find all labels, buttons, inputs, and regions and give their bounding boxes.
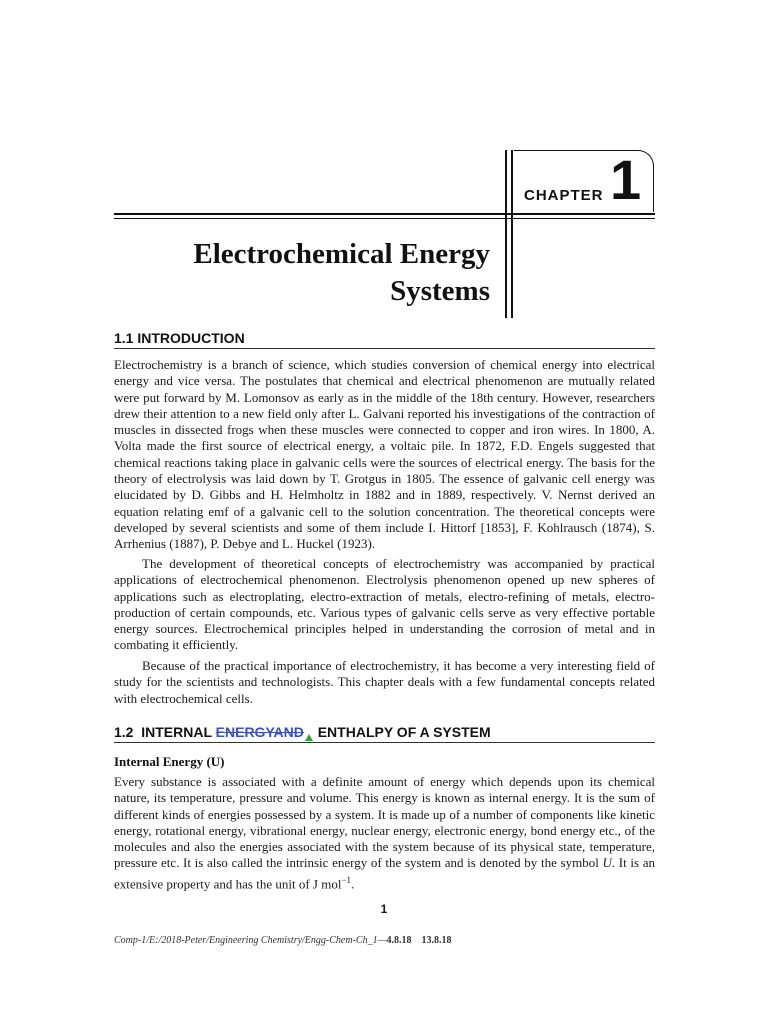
page-number: 1 bbox=[380, 902, 388, 916]
footer-file-path bbox=[114, 935, 451, 946]
heading-text-end: ENTHALPY OF A SYSTEM bbox=[313, 724, 491, 740]
struck-text-edit: ENERGYAND bbox=[215, 724, 304, 740]
section-rule-introduction bbox=[114, 348, 655, 349]
paragraph-introduction-1: Electrochemistry is a branch of science, which studies conversion of chemical energy into electrical energy and vice versa. The postulates that chemical and electrical phenomenon are mutually related were put forward by M. Lomonsov as early as in the middle of the 18th century. However, researchers drew their attention to a new field only after L. Galvani reported his investigations of the contraction of muscles in dissected frogs when these muscles were connected to copper and iron wires. In 1800, A. Volta made the first source of electrical energy, a voltaic pile. In 1872, F.D. Engels suggested that chemical reactions taking place in galvanic cells were the sources of electrical energy. The basis for the theory of electrolysis was laid down by T. Grotgus in 1805. The essence of galvanic cell energy was elucidated by D. Gibbs and H. Helmholtz in 1882 and in 1889, respectively. V. Nernst derived an equation relating emf of a galvanic cell to the solution concentration. The theoretical concepts were developed by several scientists and some of them include I. Hittorf [1853], F. Kohlrausch (1874), S. Arrhenius (1887), P. Debye and L. Huckel (1923). bbox=[114, 357, 655, 552]
chapter-frame-vertical-right bbox=[511, 150, 513, 318]
footer-date-1: 4.8.18 bbox=[386, 935, 412, 946]
paragraph-internal-energy-tail: . It is an extensive property and has the unit of J mol bbox=[114, 855, 655, 892]
section-rule-internal-energy bbox=[114, 742, 655, 743]
chapter-number: 1 bbox=[610, 148, 642, 211]
chapter-rule-bottom bbox=[114, 218, 655, 219]
chapter-label: CHAPTER bbox=[524, 187, 604, 204]
unit-superscript: −1 bbox=[341, 874, 352, 885]
section-heading-internal-energy bbox=[114, 724, 491, 741]
heading-text-start: 1.2 INTERNAL bbox=[114, 724, 216, 740]
footer-date-2: 13.8.18 bbox=[421, 935, 452, 946]
section-heading-introduction: 1.1 INTRODUCTION bbox=[114, 330, 245, 346]
insert-caret-icon bbox=[305, 734, 313, 741]
chapter-title-line-2: Systems bbox=[390, 275, 490, 307]
paragraph-introduction-2: The development of theoretical concepts of electrochemistry was accompanied by practical applications of electrochemical phenomenon. Electrolysis phenomenon opened up new spheres of applications such as electroplating, electro-extraction of metals, electro-refining of metals, electro-production of certain compounds, etc. Various types of galvanic cells serve as very effective portable energy sources. Electrochemical principles helped in understanding the corrosion of metal and in combating it efficiently. bbox=[114, 556, 655, 653]
chapter-frame-vertical-left bbox=[505, 150, 507, 318]
chapter-title bbox=[193, 236, 490, 310]
footer-path: Comp-1/E:/2018-Peter/Engineering Chemistry/Engg-Chem-Ch_1— bbox=[114, 935, 387, 946]
paragraph-internal-energy-main: Every substance is associated with a definite amount of energy which depends upon its chemical nature, its temperature, pressure and volume. This energy is known as internal energy. It is the sum of different kinds of energies possessed by a system. It is made up of a number of components like kinetic energy, rotational energy, vibrational energy, nuclear energy, electronic energy, bond energy etc., of the molecules and also the energies associated with the system because of its physical state, temperature, pressure etc. It is also called the intrinsic energy of the system and is denoted by the symbol bbox=[114, 774, 655, 871]
paragraph-internal-energy-end: . bbox=[351, 876, 355, 892]
symbol-u: U bbox=[602, 855, 612, 871]
paragraph-internal-energy bbox=[114, 774, 655, 892]
paragraph-introduction-3: Because of the practical importance of electrochemistry, it has become a very interesting field of study for the scientists and technologists. This chapter deals with a few fundamental concepts related with electrochemical cells. bbox=[114, 658, 655, 706]
chapter-title-line-1: Electrochemical Energy bbox=[193, 238, 490, 270]
chapter-rule-top bbox=[114, 213, 655, 215]
subheading-internal-energy: Internal Energy (U) bbox=[114, 754, 225, 769]
